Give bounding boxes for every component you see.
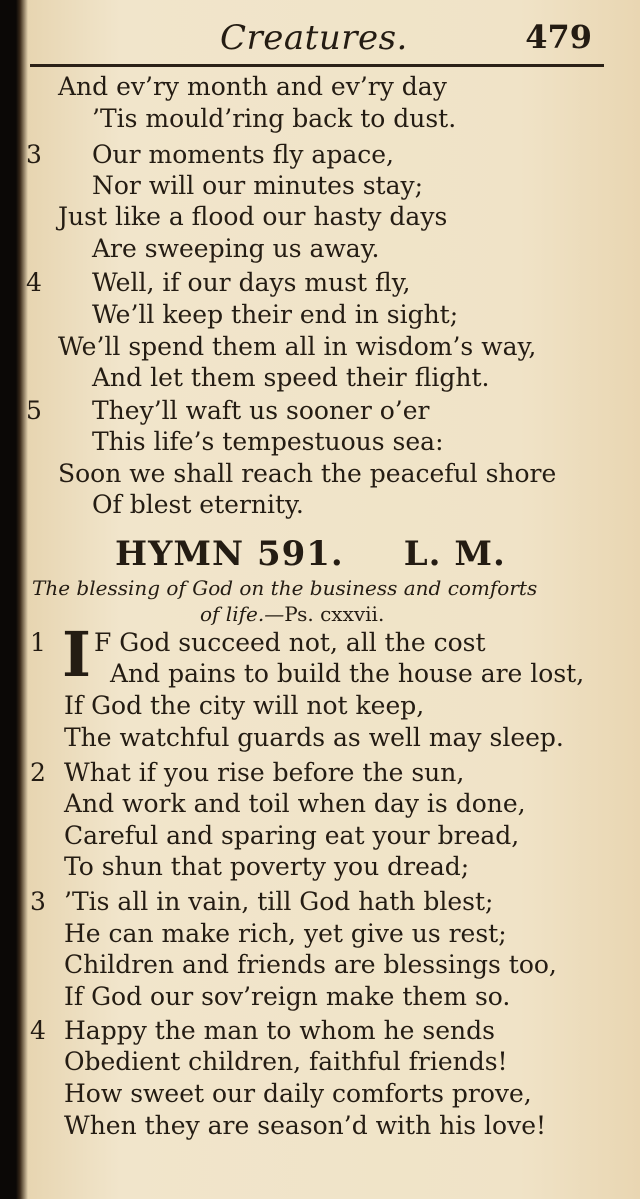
- hymn-subtitle-tail: of life.—: [200, 602, 285, 626]
- verse-line: And let them speed their flight.: [92, 363, 490, 392]
- verse-number: 5: [26, 396, 42, 425]
- verse-line: Children and friends are blessings too,: [64, 950, 557, 979]
- verse-line: He can make rich, yet give us rest;: [64, 919, 507, 948]
- verse-line: ’Tis mould’ring back to dust.: [92, 104, 457, 133]
- verse-line: We’ll keep their end in sight;: [92, 300, 459, 329]
- verse-number: 3: [26, 140, 42, 169]
- page-header: [30, 18, 610, 62]
- verse-line: They’ll waft us sooner o’er: [92, 396, 430, 425]
- verse-line: Just like a flood our hasty days: [58, 202, 448, 231]
- verse-line: Nor will our minutes stay;: [92, 171, 424, 200]
- hymn-heading: [115, 534, 506, 574]
- verse-number: 3: [30, 887, 46, 916]
- verse-number: 1: [30, 628, 46, 657]
- verse-line: What if you rise before the sun,: [64, 758, 465, 787]
- verse-line: F God succeed not, all the cost: [94, 628, 486, 657]
- verse-line: To shun that poverty you dread;: [64, 852, 470, 881]
- hymn-subtitle-line2: [200, 602, 384, 626]
- verse-line: And ev’ry month and ev’ry day: [58, 72, 447, 101]
- verse-line: When they are season’d with his love!: [64, 1111, 547, 1140]
- verse-line: If God the city will not keep,: [64, 691, 425, 720]
- verse-line: ’Tis all in vain, till God hath blest;: [64, 887, 494, 916]
- scripture-reference: Ps. cxxvii.: [284, 602, 385, 626]
- verse-line: Obedient children, faithful friends!: [64, 1047, 508, 1076]
- drop-cap: I: [62, 618, 92, 691]
- verse-line: Happy the man to whom he sends: [64, 1016, 495, 1045]
- verse-line: We’ll spend them all in wisdom’s way,: [58, 332, 537, 361]
- verse-line: If God our sov’reign make them so.: [64, 982, 511, 1011]
- verse-line: Soon we shall reach the peaceful shore: [58, 459, 557, 488]
- verse-line: Of blest eternity.: [92, 490, 304, 519]
- hymn-subtitle: The blessing of God on the business and comforts: [32, 576, 538, 600]
- hymn-meter: L. M.: [403, 534, 506, 574]
- verse-line: Our moments fly apace,: [92, 140, 394, 169]
- page-number: 479: [525, 18, 592, 56]
- verse-line: And pains to build the house are lost,: [110, 659, 585, 688]
- verse-number: 4: [30, 1016, 46, 1045]
- header-rule: [30, 64, 604, 67]
- hymn-title: HYMN 591.: [115, 534, 344, 574]
- verse-line: Well, if our days must fly,: [92, 268, 411, 297]
- verse-number: 4: [26, 268, 42, 297]
- verse-line: This life’s tempestuous sea:: [92, 427, 444, 456]
- verse-line: Careful and sparing eat your bread,: [64, 821, 520, 850]
- verse-line: And work and toil when day is done,: [64, 789, 526, 818]
- verse-line: Are sweeping us away.: [92, 234, 380, 263]
- verse-line: How sweet our daily comforts prove,: [64, 1079, 532, 1108]
- verse-line: The watchful guards as well may sleep.: [64, 723, 564, 752]
- verse-number: 2: [30, 758, 46, 787]
- running-title: Creatures.: [220, 18, 408, 58]
